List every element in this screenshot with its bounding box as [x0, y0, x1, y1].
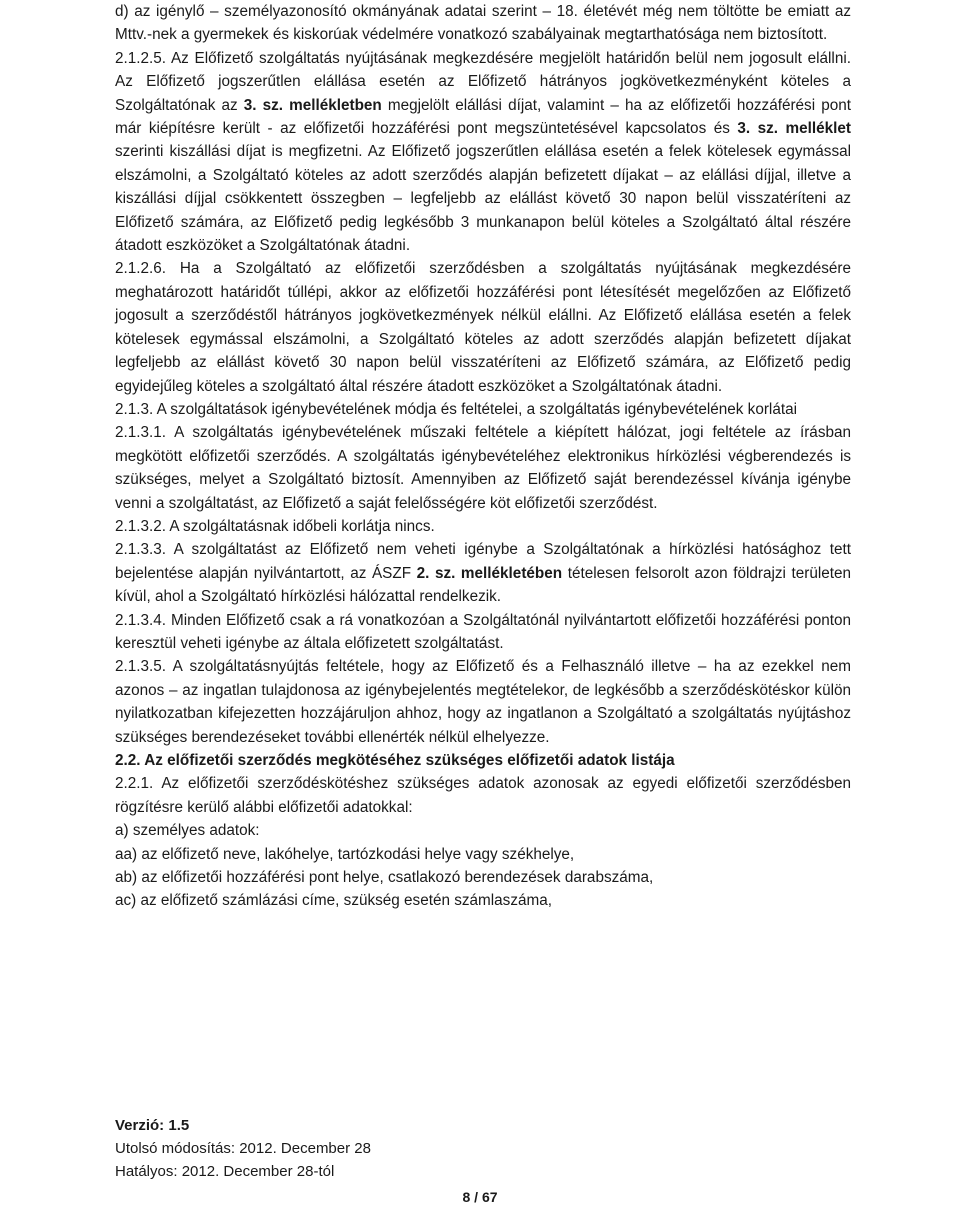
- paragraph: [115, 819, 851, 842]
- text-run: a) személyes adatok:: [115, 822, 260, 840]
- text-run: megjelölt elállási díjat, valamint – ha az előfizetői hozzáférési pont már kiépítésre került - az előfizetői hozzáférési pont megszüntetésével kapcsolatos és: [115, 96, 851, 138]
- text-run: 2.1.2.5. Az Előfizető szolgáltatás nyújtásának megkezdésére megjelölt határidőn belül nem jogosult elállni. Az Előfizető jogszerűtlen elállása esetén az Előfizető hátrányos jogkövetkezményként köteles a Szolgáltatónak az: [115, 49, 851, 114]
- paragraph: [115, 0, 851, 47]
- bold-text: 3. sz. melléklet: [737, 120, 852, 138]
- text-run: d) az igénylő – személyazonosító okmányának adatai szerint – 18. életévét még nem töltötte be emiatt az Mttv.-nek a gyermekek és kiskorúak védelmére vonatkozó szabályainak megtarthatósága nem biztosított.: [115, 3, 851, 44]
- footer-effective-date: Hatályos: 2012. December 28-tól: [115, 1163, 335, 1180]
- paragraph: [115, 421, 851, 515]
- paragraph: [115, 866, 851, 889]
- text-run: 2.2.1. Az előfizetői szerződéskötéshez szükséges adatok azonosak az egyedi előfizetői szerződésben rögzítésre kerülő alábbi előfizetői adatokkal:: [115, 775, 851, 816]
- paragraph: [115, 47, 851, 258]
- text-run: 2.1.3. A szolgáltatások igénybevételének módja és feltételei, a szolgáltatás igénybevételének korlátai: [115, 400, 797, 418]
- footer-last-modified: Utolsó módosítás: 2012. December 28: [115, 1140, 371, 1157]
- document-body: [115, 0, 851, 913]
- text-run: 2.1.3.2. A szolgáltatásnak időbeli korlátja nincs.: [115, 517, 435, 535]
- paragraph: [115, 655, 851, 749]
- text-run: 2.1.3.4. Minden Előfizető csak a rá vonatkozóan a Szolgáltatónál nyilvántartott előfizetői hozzáférési ponton keresztül veheti igénybe az általa előfizetett szolgáltatást.: [115, 611, 851, 652]
- text-run: 2.1.2.6. Ha a Szolgáltató az előfizetői szerződésben a szolgáltatás nyújtásának megkezdésére meghatározott határidőt túllépi, akkor az előfizetői hozzáférési pont létesítését megelőzően az Előfizető jogosult a szerződéstől hátrányos jogkövetkezmények nélkül elállni. Az Előfizető elállása esetén a felek kötelesek egymással elszámolni, a Szolgáltató köteles az adott szerződés alapján befizetett díjakat legfeljebb az elállást követő 30 napon belül visszatéríteni az Előfizető számára, az Előfizető pedig egyidejűleg köteles a szolgáltató által részére átadott eszközöket a Szolgáltatónak átadni.: [115, 260, 851, 395]
- text-run: 2.1.3.5. A szolgáltatásnyújtás feltétele, hogy az Előfizető és a Felhasználó illetve – ha az ezekkel nem azonos – az ingatlan tulajdonosa az igénybejelentés megtételekor, de legkésőbb a szerződéskötéskor külön nyilatkozatban kifejezetten hozzájáruljon ahhoz, hogy az ingatlanon a Szolgáltató a szolgáltatás nyújtáshoz szükséges berendezéseket további ellenérték nélkül elhelyezze.: [115, 658, 851, 746]
- paragraph: [115, 749, 851, 772]
- text-run: szerinti kiszállási díjat is megfizetni. Az Előfizető jogszerűtlen elállása esetén a felek kötelesek egymással elszámolni, a Szolgáltató köteles az adott szerződés alapján befizetett díjakat – az elállási díjjal, illetve a kiszállási díjjal csökkentett összegben – legfeljebb az elállást követő 30 napon belül visszatéríteni az Előfizető számára, az Előfizető pedig legkésőbb 3 munkanapon belül köteles a Szolgáltató által részére átadott eszközöket a Szolgáltatónak átadni.: [115, 143, 851, 255]
- text-run: ab) az előfizetői hozzáférési pont helye, csatlakozó berendezések darabszáma,: [115, 869, 654, 887]
- bold-text: 2.2. Az előfizetői szerződés megkötéséhez szükséges előfizetői adatok listája: [115, 752, 675, 769]
- bold-text: 2. sz. mellékletében: [416, 564, 563, 582]
- paragraph: [115, 772, 851, 819]
- bold-text: 3. sz. mellékletben: [243, 96, 382, 114]
- paragraph: [115, 515, 851, 538]
- text-run: aa) az előfizető neve, lakóhelye, tartózkodási helye vagy székhelye,: [115, 845, 575, 863]
- text-run: 2.1.3.3. A szolgáltatást az Előfizető nem veheti igénybe a Szolgáltatónak a hírközlési hatósághoz tett bejelentése alapján nyilvántartott, az ÁSZF: [115, 541, 851, 582]
- footer-version: Verzió: 1.5: [115, 1117, 190, 1134]
- text-run: 2.1.3.1. A szolgáltatás igénybevételének műszaki feltétele a kiépített hálózat, jogi feltétele az írásban megkötött előfizetői szerződés. A szolgáltatás igénybevételéhez elektronikus hírközlési végberendezés is szükséges, melyet a Szolgáltató biztosít. Amennyiben az Előfizető saját berendezéssel kívánja igénybe venni a szolgáltatást, az Előfizető a saját felelősségére köt előfizetői szerződést.: [115, 424, 851, 512]
- paragraph: [115, 889, 851, 912]
- paragraph: [115, 538, 851, 608]
- text-run: ac) az előfizető számlázási címe, szükség esetén számlaszáma,: [115, 892, 552, 910]
- page-number: 8 / 67: [462, 1189, 498, 1205]
- paragraph: [115, 609, 851, 656]
- paragraph: [115, 843, 851, 866]
- document-footer: [115, 1114, 851, 1183]
- paragraph: [115, 257, 851, 397]
- paragraph: [115, 398, 851, 421]
- text-run: tételesen felsorolt azon földrajzi területen kívül, ahol a Szolgáltató hírközlési hálózattal rendelkezik.: [115, 564, 852, 606]
